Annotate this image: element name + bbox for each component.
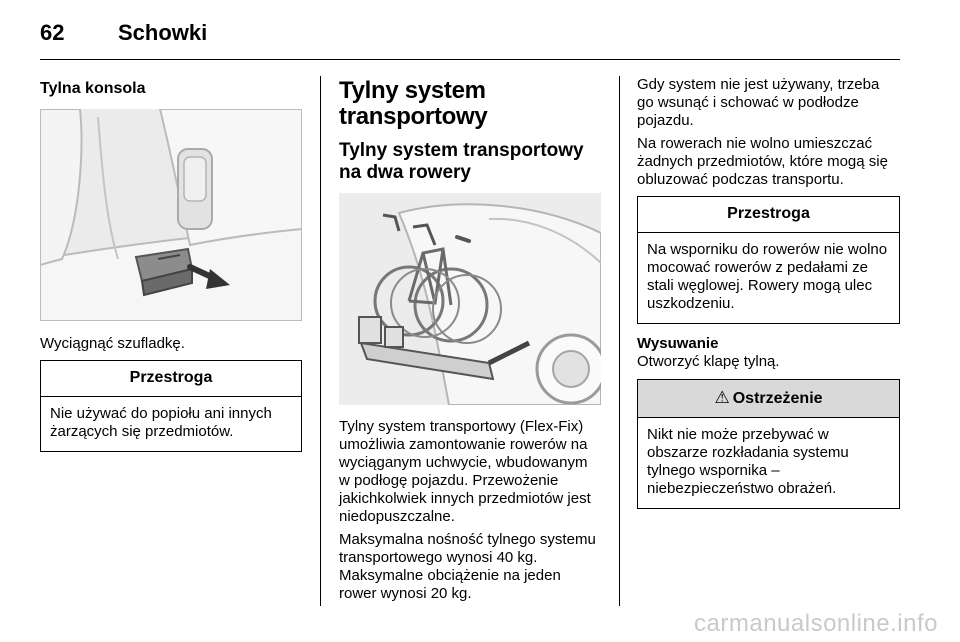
- chapter-title: Schowki: [118, 20, 208, 45]
- open-tailgate-text: Otworzyć klapę tylną.: [637, 353, 780, 370]
- column-divider-1: [320, 76, 321, 606]
- column-divider-2: [619, 76, 620, 606]
- stowing-text: Gdy system nie jest używany, trzeba go wsunąć i schować w podłodze pojazdu.: [637, 76, 880, 129]
- column-2: [339, 68, 601, 603]
- section-heading-rear-console: Tylna konsola: [40, 80, 146, 97]
- column-1: [40, 68, 302, 452]
- caution-body: Nie używać do popiołu ani innych żarzących się przedmiotów.: [50, 405, 272, 440]
- header-rule: [40, 59, 900, 60]
- bike-carrier-illustration: [339, 193, 601, 405]
- carrier-capacity: Maksymalna nośność tylnego systemu transportowego wynosi 40 kg. Maksymalne obciążenie na jeden rower wynosi 20 kg.: [339, 531, 596, 603]
- page-number: 62: [40, 20, 65, 45]
- subsection-title-two-bikes: Tylny system transportowy na dwa rowery: [339, 139, 584, 183]
- caution-box-ashtray: [40, 360, 302, 452]
- carrier-description: Tylny system transportowy (Flex-Fix) umożliwia zamontowanie rowerów na wyciąganym uchwycie, wbudowanym w podłogę pojazdu. Przewożenie jakichkolwiek innych przedmiotów jest niedopuszczalne.: [339, 418, 591, 526]
- warning-triangle-icon: ⚠: [714, 388, 730, 407]
- warning-header: [638, 380, 899, 418]
- warning-box: [637, 379, 900, 509]
- caution-title: Przestroga: [41, 361, 301, 397]
- caution-title: Przestroga: [638, 197, 899, 233]
- loose-items-text: Na rowerach nie wolno umieszczać żadnych przedmiotów, które mogą się obluzować podczas transportu.: [637, 135, 888, 188]
- section-title-rear-carrier: Tylny system transportowy: [339, 77, 488, 131]
- caution-body: Na wsporniku do rowerów nie wolno mocować rowerów z pedałami ze stali węglowej. Rowery mogą ulec uszkodzeniu.: [647, 241, 888, 312]
- page-header: [40, 14, 900, 54]
- rear-console-illustration: [40, 109, 302, 321]
- column-3: [637, 68, 900, 509]
- warning-title: Ostrzeżenie: [732, 390, 823, 407]
- watermark: carmanualsonline.info: [694, 610, 938, 637]
- rear-console-drawing: [40, 109, 302, 321]
- subheading-extending: Wysuwanie: [637, 335, 719, 352]
- instruction-text: Wyciągnąć szufladkę.: [40, 335, 185, 352]
- bike-carrier-drawing: [339, 193, 601, 405]
- caution-box-pedals: [637, 196, 900, 324]
- warning-body: Nikt nie może przebywać w obszarze rozkładania systemu tylnego wspornika – niebezpieczeństwo obrażeń.: [647, 426, 849, 497]
